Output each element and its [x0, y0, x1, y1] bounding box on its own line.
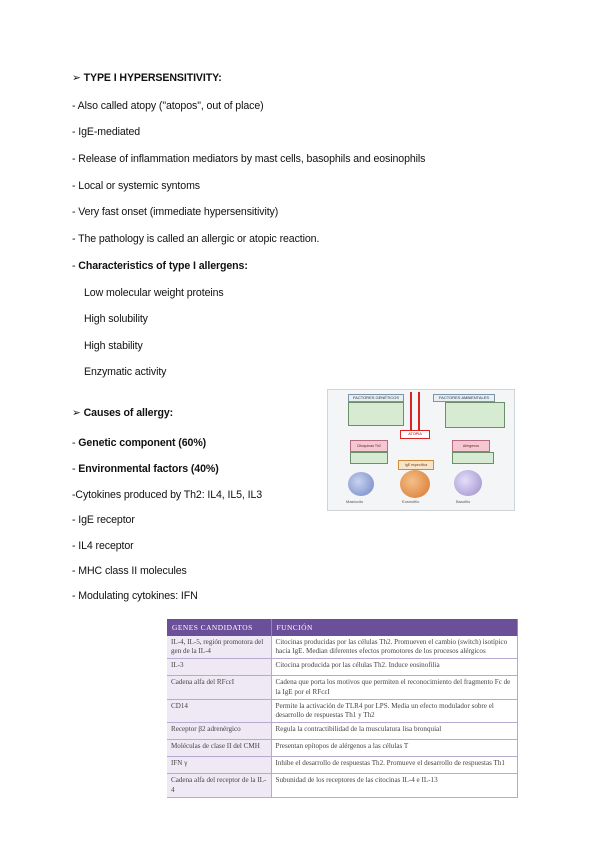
gene-cell: IL-3 [167, 659, 271, 676]
characteristics-heading: - Characteristics of type I allergens: [72, 260, 248, 272]
function-cell: Regula la contractibilidad de la musculatura lisa bronquial [271, 723, 518, 740]
candidate-genes-table [167, 619, 518, 827]
table-row [167, 676, 518, 699]
table-row [167, 723, 518, 740]
characteristic-item: Enzymatic activity [84, 366, 167, 378]
header-function: FUNCIÓN [271, 619, 518, 636]
genetic-component: - Genetic component (60%) [72, 437, 207, 449]
bullet-modulating: - Modulating cytokines: IFN [72, 590, 198, 602]
function-cell: Citocinas producidas por las células Th2. Promueven el cambio (switch) isotípico hacia IgE. Median diferentes efectos promotores de los procesos alérgicos [271, 636, 518, 659]
environmental-factors: - Environmental factors (40%) [72, 463, 219, 475]
table-header-row [167, 619, 518, 636]
figure-box-atopy: ATOPIA [400, 430, 430, 439]
table-row [167, 699, 518, 722]
bullet-cytokines: -Cytokines produced by Th2: IL4, IL5, IL3 [72, 489, 263, 501]
bullet-fast-onset: - Very fast onset (immediate hypersensitivity) [72, 206, 279, 218]
section-heading-causes: ➢ Causes of allergy: [72, 407, 174, 419]
gene-cell: CD14 [167, 699, 271, 722]
figure-box-ige: IgE específica [398, 460, 434, 470]
figure-box-environment-label: FACTORES AMBIENTALES [433, 394, 495, 402]
bullet-local-systemic: - Local or systemic syntoms [72, 180, 200, 192]
figure-box-allergen-detail [452, 452, 494, 464]
function-cell: Inhibe el desarrollo de respuestas Th2. Promueve el desarrollo de respuestas Th1 [271, 757, 518, 774]
figure-arrow [410, 392, 412, 430]
function-cell: Subunidad de los receptores de las citocinas IL-4 e IL-13 [271, 774, 518, 797]
bullet-mediators: - Release of inflammation mediators by mast cells, basophils and eosinophils [72, 153, 426, 165]
gene-cell: Receptor β2 adrenérgico [167, 723, 271, 740]
cell-label: Mastocito [346, 499, 364, 504]
figure-box-th2: Citoquinas Th2 [350, 440, 388, 452]
cell-label: Basófilo [456, 499, 471, 504]
basophil-image [454, 470, 482, 496]
table-row [167, 757, 518, 774]
bullet-ige-receptor: - IgE receptor [72, 514, 135, 526]
figure-box-th2-detail [350, 452, 388, 464]
figure-box-genetic-label: FACTORES GENÉTICOS [348, 394, 404, 402]
bullet-mhc: - MHC class II molecules [72, 565, 187, 577]
gene-cell: Moléculas de clase II del CMH [167, 740, 271, 757]
figure-box-allergens: Alérgenos [452, 440, 490, 452]
gene-cell: IL-4, IL-5, región promotora del gen de la IL-4 [167, 636, 271, 659]
gene-cell: Cadena alfa del receptor de la IL-4 [167, 774, 271, 797]
figure-box-genetic [348, 402, 404, 426]
cell-label: Eosinófilo [402, 499, 420, 504]
header-genes: GENES CANDIDATOS [167, 619, 271, 636]
table-row [167, 636, 518, 659]
bullet-pathology: - The pathology is called an allergic or atopic reaction. [72, 233, 320, 245]
table-row [167, 659, 518, 676]
table-row [167, 774, 518, 797]
mast-cell-image [348, 472, 374, 496]
characteristic-item: High solubility [84, 313, 148, 325]
characteristic-item: Low molecular weight proteins [84, 287, 224, 299]
gene-cell: IFN γ [167, 757, 271, 774]
bullet-ige-mediated: - IgE-mediated [72, 126, 141, 138]
function-cell: Permite la activación de TLR4 por LPS. Media un efecto modulador sobre el desarrollo de respuestas Th1 y Th2 [271, 699, 518, 722]
function-cell: Presentan epítopos de alérgenos a las células T [271, 740, 518, 757]
characteristic-item: High stability [84, 340, 143, 352]
section-heading-type1: ➢ TYPE I HYPERSENSITIVITY: [72, 72, 222, 84]
figure-box-environment [445, 402, 505, 428]
gene-cell: Cadena alfa del RFcεI [167, 676, 271, 699]
table-row [167, 740, 518, 757]
bullet-il4-receptor: - IL4 receptor [72, 540, 134, 552]
eosinophil-image [400, 470, 430, 498]
bullet-atopy: - Also called atopy ("atopos", out of place) [72, 100, 264, 112]
atopy-figure [327, 389, 515, 511]
function-cell: Citocina producida por las células Th2. Induce eosinofilia [271, 659, 518, 676]
function-cell: Cadena que porta los motivos que permiten el reconocimiento del fragmento Fc de la IgE por el RFcεI [271, 676, 518, 699]
figure-arrow [418, 392, 420, 430]
